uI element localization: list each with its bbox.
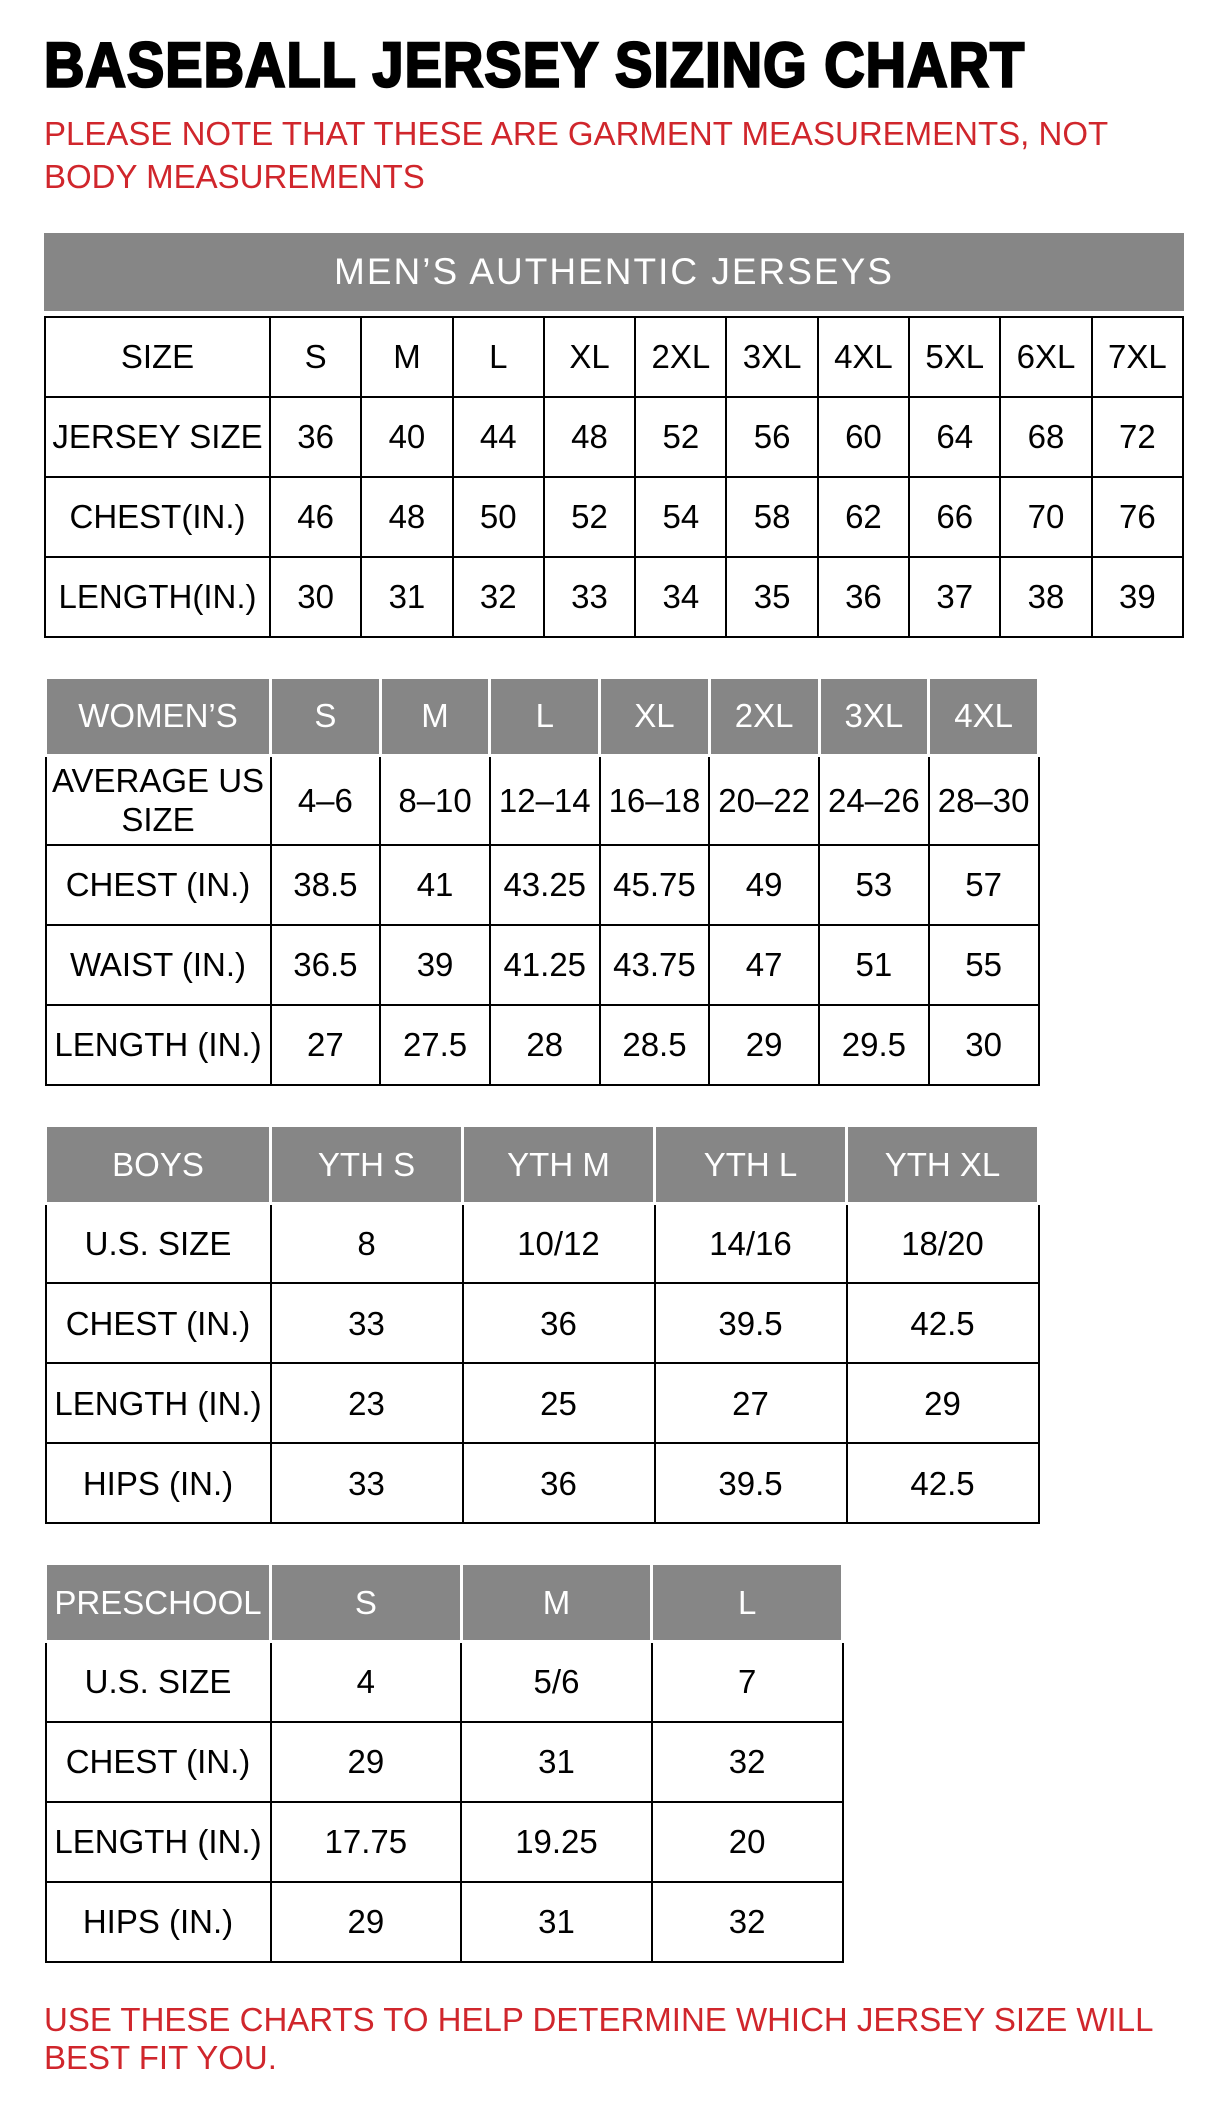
womens-col-header: L [490, 677, 600, 755]
womens-cell: 55 [929, 925, 1039, 1005]
womens-sizing-table [44, 676, 1040, 1086]
preschool-row [46, 1882, 843, 1962]
mens-row-label: LENGTH(IN.) [45, 557, 270, 637]
mens-col-header: L [453, 317, 544, 397]
womens-cell: 36.5 [271, 925, 381, 1005]
boys-cell: 42.5 [847, 1283, 1039, 1363]
mens-cell: 32 [453, 557, 544, 637]
preschool-cell: 29 [271, 1722, 462, 1802]
mens-cell: 36 [818, 557, 909, 637]
womens-cell: 47 [709, 925, 819, 1005]
preschool-cell: 5/6 [461, 1642, 652, 1722]
page-title: BASEBALL JERSEY SIZING CHART [44, 29, 1026, 100]
boys-cell: 33 [271, 1443, 463, 1523]
womens-col-header: M [380, 677, 490, 755]
womens-cell: 41.25 [490, 925, 600, 1005]
womens-cell: 20–22 [709, 755, 819, 845]
mens-cell: 76 [1092, 477, 1183, 557]
mens-col-header: 3XL [726, 317, 817, 397]
boys-cell: 42.5 [847, 1443, 1039, 1523]
womens-cell: 57 [929, 845, 1039, 925]
womens-cell: 29.5 [819, 1005, 929, 1085]
mens-cell: 54 [635, 477, 726, 557]
mens-col-header: 7XL [1092, 317, 1183, 397]
boys-cell: 27 [655, 1363, 847, 1443]
preschool-cell: 31 [461, 1882, 652, 1962]
womens-col-header: 3XL [819, 677, 929, 755]
womens-row [46, 755, 1039, 845]
preschool-sizing-table [44, 1562, 844, 1963]
mens-cell: 40 [361, 397, 452, 477]
boys-col-header: YTH M [463, 1125, 655, 1203]
mens-col-header: 6XL [1000, 317, 1091, 397]
mens-cell: 36 [270, 397, 361, 477]
womens-cell: 45.75 [600, 845, 710, 925]
garment-measurement-note: PLEASE NOTE THAT THESE ARE GARMENT MEASUREMENTS, NOT BODY MEASUREMENTS [44, 115, 1108, 195]
preschool-col-header: L [652, 1564, 843, 1642]
preschool-cell: 29 [271, 1882, 462, 1962]
womens-cell: 27.5 [380, 1005, 490, 1085]
womens-cell: 27 [271, 1005, 381, 1085]
mens-row-label: JERSEY SIZE [45, 397, 270, 477]
preschool-row-label: HIPS (IN.) [46, 1882, 271, 1962]
womens-row-label: LENGTH (IN.) [46, 1005, 271, 1085]
mens-col-header: S [270, 317, 361, 397]
mens-cell: 37 [909, 557, 1000, 637]
mens-cell: 58 [726, 477, 817, 557]
preschool-cell: 31 [461, 1722, 652, 1802]
preschool-cell: 32 [652, 1882, 843, 1962]
preschool-table-section [44, 1562, 1200, 1963]
womens-cell: 43.75 [600, 925, 710, 1005]
boys-col-header: YTH XL [847, 1125, 1039, 1203]
womens-table-section [44, 676, 1200, 1086]
womens-row-label: CHEST (IN.) [46, 845, 271, 925]
boys-cell: 29 [847, 1363, 1039, 1443]
mens-cell: 30 [270, 557, 361, 637]
boys-row-label: HIPS (IN.) [46, 1443, 271, 1523]
mens-cell: 31 [361, 557, 452, 637]
mens-cell: 48 [544, 397, 635, 477]
boys-row-label: LENGTH (IN.) [46, 1363, 271, 1443]
preschool-cell: 20 [652, 1802, 843, 1882]
preschool-cell: 4 [271, 1642, 462, 1722]
womens-cell: 53 [819, 845, 929, 925]
mens-cell: 52 [635, 397, 726, 477]
mens-cell: 62 [818, 477, 909, 557]
mens-cell: 70 [1000, 477, 1091, 557]
mens-row [45, 477, 1183, 557]
preschool-row [46, 1722, 843, 1802]
boys-cell: 18/20 [847, 1203, 1039, 1283]
boys-row-label: CHEST (IN.) [46, 1283, 271, 1363]
boys-cell: 23 [271, 1363, 463, 1443]
boys-row [46, 1443, 1039, 1523]
preschool-cell: 32 [652, 1722, 843, 1802]
womens-col-header: 2XL [709, 677, 819, 755]
womens-cell: 4–6 [271, 755, 381, 845]
mens-cell: 68 [1000, 397, 1091, 477]
preschool-row-label: CHEST (IN.) [46, 1722, 271, 1802]
womens-cell: 38.5 [271, 845, 381, 925]
boys-table-section [44, 1124, 1200, 1525]
womens-cell: 12–14 [490, 755, 600, 845]
womens-col-header: 4XL [929, 677, 1039, 755]
womens-cell: 8–10 [380, 755, 490, 845]
mens-row-label: CHEST(IN.) [45, 477, 270, 557]
boys-row [46, 1363, 1039, 1443]
mens-cell: 52 [544, 477, 635, 557]
womens-row [46, 925, 1039, 1005]
womens-row [46, 1005, 1039, 1085]
womens-cell: 30 [929, 1005, 1039, 1085]
mens-cell: 48 [361, 477, 452, 557]
preschool-header-label: PRESCHOOL [46, 1564, 271, 1642]
mens-header-row [45, 317, 1183, 397]
mens-cell: 50 [453, 477, 544, 557]
boys-cell: 33 [271, 1283, 463, 1363]
mens-row [45, 397, 1183, 477]
preschool-row-label: LENGTH (IN.) [46, 1802, 271, 1882]
womens-row [46, 845, 1039, 925]
boys-row [46, 1283, 1039, 1363]
mens-col-header: 4XL [818, 317, 909, 397]
womens-cell: 29 [709, 1005, 819, 1085]
mens-col-header: M [361, 317, 452, 397]
mens-cell: 72 [1092, 397, 1183, 477]
mens-cell: 35 [726, 557, 817, 637]
boys-cell: 39.5 [655, 1443, 847, 1523]
womens-cell: 43.25 [490, 845, 600, 925]
mens-table-section [44, 233, 1200, 638]
womens-cell: 28.5 [600, 1005, 710, 1085]
boys-col-header: YTH L [655, 1125, 847, 1203]
mens-col-header: 2XL [635, 317, 726, 397]
preschool-cell: 19.25 [461, 1802, 652, 1882]
mens-cell: 44 [453, 397, 544, 477]
mens-cell: 60 [818, 397, 909, 477]
womens-header-row [46, 677, 1039, 755]
boys-header-label: BOYS [46, 1125, 271, 1203]
womens-cell: 41 [380, 845, 490, 925]
mens-header-label: SIZE [45, 317, 270, 397]
womens-cell: 24–26 [819, 755, 929, 845]
preschool-row-label: U.S. SIZE [46, 1642, 271, 1722]
boys-cell: 25 [463, 1363, 655, 1443]
mens-col-header: XL [544, 317, 635, 397]
preschool-cell: 17.75 [271, 1802, 462, 1882]
mens-cell: 34 [635, 557, 726, 637]
boys-cell: 8 [271, 1203, 463, 1283]
mens-row [45, 557, 1183, 637]
womens-cell: 39 [380, 925, 490, 1005]
womens-col-header: XL [600, 677, 710, 755]
boys-header-row [46, 1125, 1039, 1203]
preschool-header-row [46, 1564, 843, 1642]
mens-cell: 38 [1000, 557, 1091, 637]
boys-col-header: YTH S [271, 1125, 463, 1203]
preschool-cell: 7 [652, 1642, 843, 1722]
boys-cell: 10/12 [463, 1203, 655, 1283]
womens-row-label: AVERAGE US SIZE [46, 755, 271, 845]
preschool-row [46, 1802, 843, 1882]
womens-cell: 49 [709, 845, 819, 925]
mens-table-banner: MEN’S AUTHENTIC JERSEYS [44, 233, 1184, 311]
mens-cell: 66 [909, 477, 1000, 557]
boys-cell: 36 [463, 1283, 655, 1363]
mens-cell: 39 [1092, 557, 1183, 637]
mens-cell: 56 [726, 397, 817, 477]
boys-row-label: U.S. SIZE [46, 1203, 271, 1283]
womens-col-header: S [271, 677, 381, 755]
womens-row-label: WAIST (IN.) [46, 925, 271, 1005]
boys-sizing-table [44, 1124, 1040, 1525]
boys-row [46, 1203, 1039, 1283]
boys-cell: 14/16 [655, 1203, 847, 1283]
preschool-row [46, 1642, 843, 1722]
boys-cell: 36 [463, 1443, 655, 1523]
mens-cell: 64 [909, 397, 1000, 477]
womens-cell: 28–30 [929, 755, 1039, 845]
footer-note: USE THESE CHARTS TO HELP DETERMINE WHICH JERSEY SIZE WILL BEST FIT YOU. [44, 2000, 1153, 2076]
boys-cell: 39.5 [655, 1283, 847, 1363]
womens-header-label: WOMEN’S [46, 677, 271, 755]
preschool-col-header: S [271, 1564, 462, 1642]
womens-cell: 51 [819, 925, 929, 1005]
preschool-col-header: M [461, 1564, 652, 1642]
womens-cell: 28 [490, 1005, 600, 1085]
mens-cell: 46 [270, 477, 361, 557]
mens-cell: 33 [544, 557, 635, 637]
mens-col-header: 5XL [909, 317, 1000, 397]
mens-sizing-table [44, 316, 1184, 638]
womens-cell: 16–18 [600, 755, 710, 845]
